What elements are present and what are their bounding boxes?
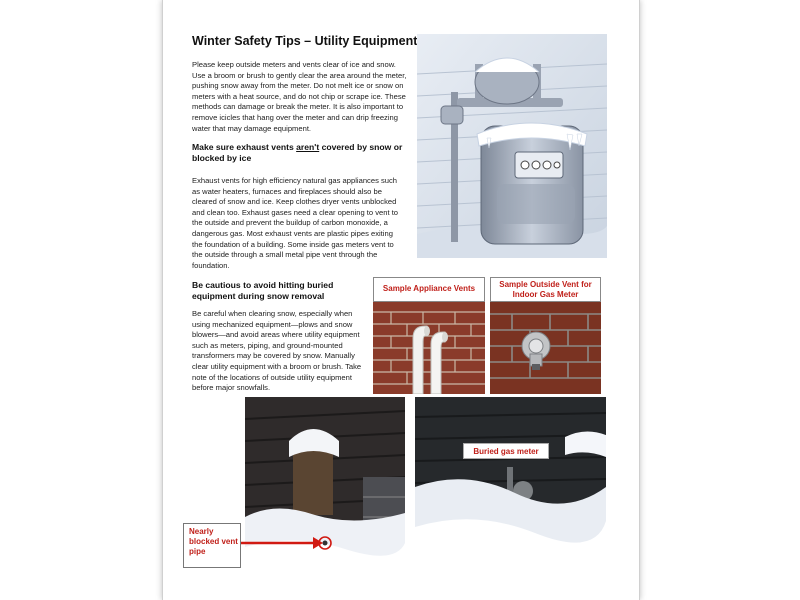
- appliance-vents-caption: Sample Appliance Vents: [373, 277, 485, 302]
- vents-heading-emphasis: aren't: [296, 142, 320, 152]
- arrow-icon: [241, 536, 323, 550]
- outside-vent-caption: Sample Outside Vent for Indoor Gas Meter: [490, 277, 601, 302]
- vents-paragraph: Exhaust vents for high efficiency natural gas appliances such as water heaters, furnaces and fireplaces should also be cleared of snow and ice. Keep clothes dryer vents unblocked and clean too. Exhaust gases need a clear opening to vent to the outside and prevent the buildup of carbon monoxide, a dangerous gas. Most exhaust vents are plastic pipes exiting the foundation of a building. Some inside gas meters vent to the outside through a small metal pipe vent through the foundation.: [192, 176, 399, 270]
- gas-meter-illustration: [417, 34, 607, 258]
- intro-paragraph: Please keep outside meters and vents clear of ice and snow. Use a broom or brush to gently clear the area around the meter, pushing snow away from the meter. Do not melt ice or snow on meters with a heat source, and do not chip or scrape ice. These methods can damage or break the meter. It is also important to remove icicles that hang over the meter and can drip freezing water that may damage equipment.: [192, 60, 407, 133]
- vents-heading: [192, 142, 407, 164]
- outside-vent-photo: [490, 302, 601, 394]
- buried-heading: Be cautious to avoid hitting buried equipment during snow removal: [192, 280, 334, 301]
- appliance-vents-photo: [373, 302, 485, 394]
- blocked-vent-caption: Nearly blocked vent pipe: [183, 523, 241, 568]
- buried-meter-caption: Buried gas meter: [463, 443, 549, 459]
- blocked-vent-photo: [245, 397, 405, 593]
- buried-paragraph: Be careful when clearing snow, especially when using mechanized equipment—plows and snow blowers—and avoid areas where utility equipment such as meters, piping, and ground-mounted transformers may be covered by snow. Manually clear utility equipment with a broom or brush. Take note of the locations of outside utility equipment before major snowfalls.: [192, 309, 362, 393]
- buried-meter-photo: [415, 397, 606, 593]
- vents-heading-post: covered by snow or blocked by ice: [192, 142, 403, 163]
- vents-heading-pre: Make sure exhaust vents: [192, 142, 297, 152]
- page-title: Winter Safety Tips – Utility Equipment: [192, 34, 418, 48]
- document-page: [162, 0, 640, 600]
